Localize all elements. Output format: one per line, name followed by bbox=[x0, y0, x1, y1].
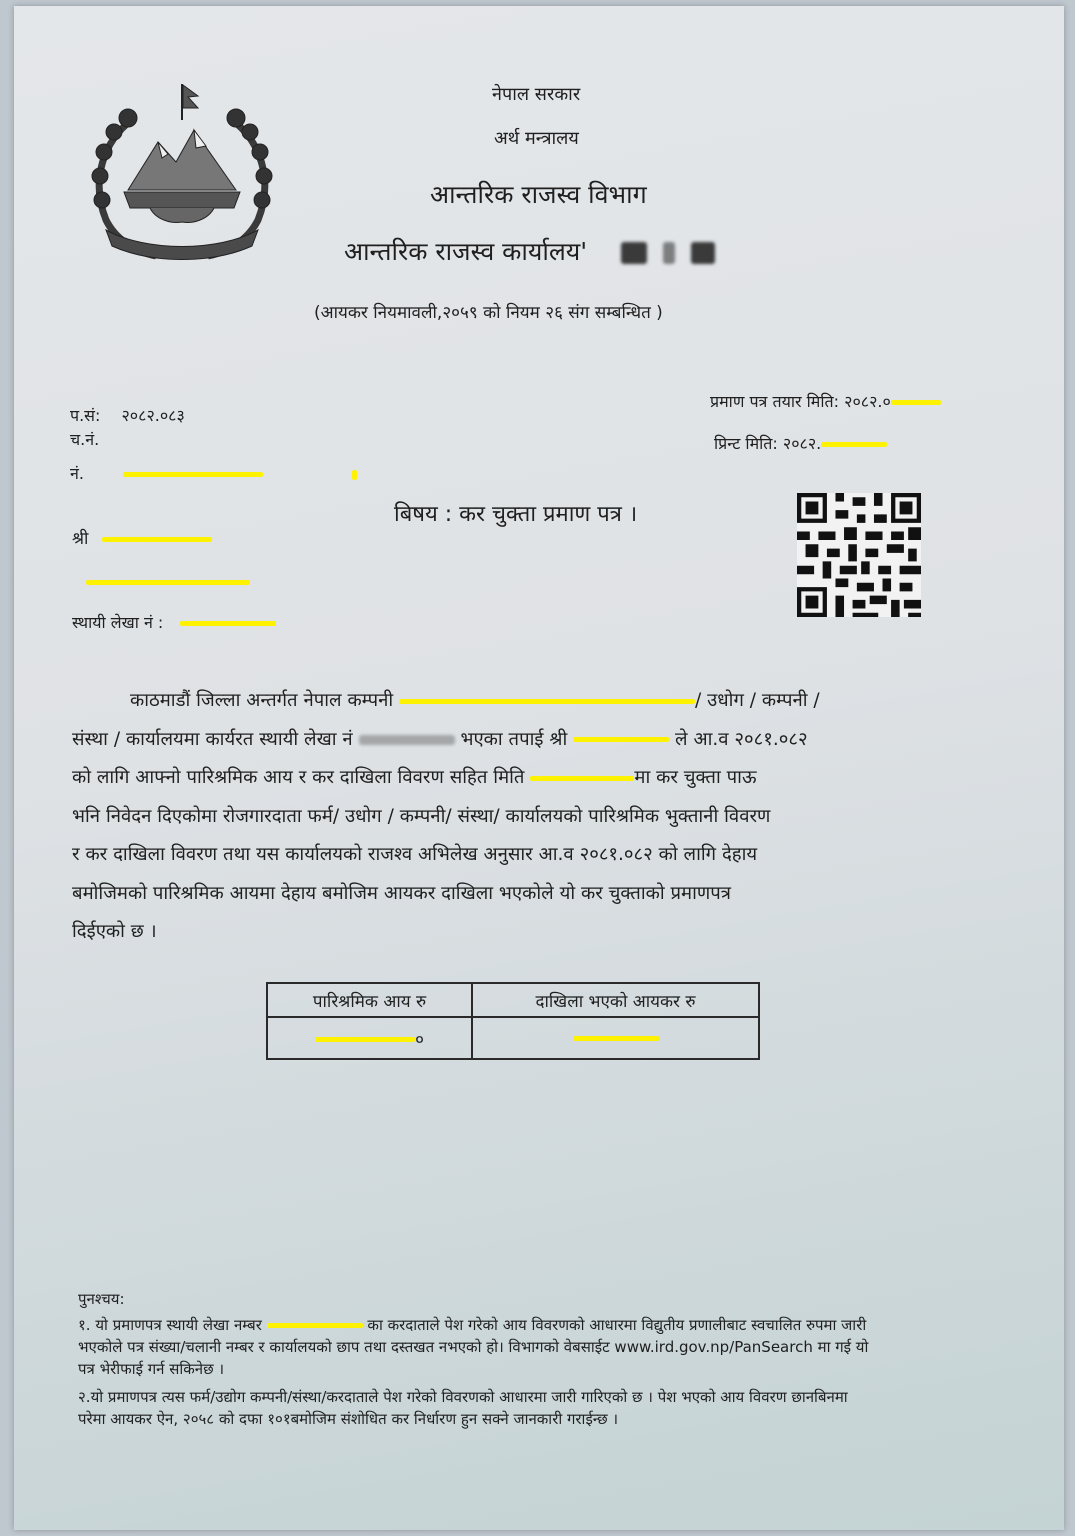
fiscal-year-value: २०८२.०८३ bbox=[121, 406, 185, 425]
recipient-name bbox=[72, 526, 212, 549]
office-title bbox=[344, 234, 715, 268]
redaction-highlight bbox=[821, 442, 887, 447]
recipient-address bbox=[86, 572, 250, 591]
salutation: श्री bbox=[72, 529, 89, 549]
body-line: बमोजिमको पारिश्रमिक आयमा देहाय बमोजिम आयकर दाखिला भएकोले यो कर चुक्ताको प्रमाणपत्र bbox=[72, 882, 732, 904]
footer-note-1: १. यो प्रमाणपत्र स्थायी लेखा नम्बर का करदाताले पेश गरेको आय विवरणको आधारमा विद्युतीय प्रणालीबाट स्वचालित रुपमा जारी bbox=[78, 1316, 867, 1334]
tax-cell bbox=[472, 1017, 759, 1059]
body-line: को लागि आफ्नो पारिश्रमिक आय र कर दाखिला विवरण सहित मिति मा कर चुक्ता पाऊ bbox=[72, 767, 757, 788]
print-date-label: प्रिन्ट मिति: bbox=[714, 434, 778, 453]
subject-line: बिषय : कर चुक्ता प्रमाण पत्र । bbox=[394, 502, 638, 527]
fiscal-year-label: प.सं: bbox=[70, 406, 101, 425]
qr-code-icon bbox=[794, 493, 924, 617]
issued-date bbox=[710, 390, 941, 412]
footer-note-2-line-2: परेमा आयकर ऐन, २०५८ को दफा १०१बमोजिम संशोधित कर निर्धारण हुन सक्ने जानकारी गराईन्छ । bbox=[78, 1410, 619, 1428]
redaction-highlight bbox=[102, 537, 212, 542]
footer-title: पुनश्चय: bbox=[78, 1290, 125, 1308]
redaction bbox=[621, 242, 647, 264]
tax-clearance-certificate bbox=[14, 6, 1064, 1530]
redaction-highlight bbox=[267, 1323, 363, 1328]
department-title: आन्तरिक राजस्व विभाग bbox=[430, 180, 647, 209]
ministry-title: अर्थ मन्त्रालय bbox=[494, 128, 579, 149]
redaction bbox=[663, 242, 675, 264]
redaction-highlight bbox=[180, 621, 276, 626]
table-header-tax: दाखिला भएको आयकर रु bbox=[472, 983, 759, 1017]
rule-reference: (आयकर नियमावली,२०५९ को नियम २६ संग सम्बन्धित ) bbox=[314, 303, 663, 323]
body-line: र कर दाखिला विवरण तथा यस कार्यालयको राजश्व अभिलेख अनुसार आ.व २०८१.०८२ को लागि देहाय bbox=[72, 844, 758, 865]
redaction-highlight bbox=[530, 776, 634, 781]
redaction-highlight bbox=[399, 699, 695, 704]
table-header-income: पारिश्रमिक आय रु bbox=[267, 983, 472, 1017]
office-name: आन्तरिक राजस्व कार्यालय' bbox=[344, 237, 588, 266]
footer-note-2: २.यो प्रमाणपत्र त्यस फर्म/उद्योग कम्पनी/संस्था/करदाताले पेश गरेको विवरणको आधारमा जारी गारिएको छ । पेश भएको आय विवरण छानबिनमा bbox=[78, 1388, 848, 1406]
table-row bbox=[267, 1017, 759, 1059]
issued-date-label: प्रमाण पत्र तयार मिति: bbox=[710, 392, 840, 411]
recipient-pan bbox=[72, 611, 276, 633]
body-line: संस्था / कार्यालयमा कार्यरत स्थायी लेखा नं भएका तपाई श्री ले आ.व २०८१.०८२ bbox=[72, 728, 808, 750]
redaction-highlight bbox=[573, 737, 669, 742]
footer-note-1-line-2: भएकोले पत्र संख्या/चलानी नम्बर र कार्यालयको छाप तथा दस्तखत नभएको हो। विभागको वेबसाईट www.ird.gov.np/PanSearch मा गई यो bbox=[78, 1338, 869, 1356]
issued-date-value: २०८२.० bbox=[844, 392, 891, 411]
footer-note-1-line-3: पत्र भेरीफाई गर्न सकिनेछ । bbox=[78, 1360, 225, 1378]
redaction bbox=[359, 735, 455, 745]
body-line: भनि निवेदन दिएकोमा रोजगारदाता फर्म/ उधोग / कम्पनी/ संस्था/ कार्यालयको पारिश्रमिक भुक्तानी विवरण bbox=[72, 805, 771, 827]
pan-label: स्थायी लेखा नं : bbox=[72, 613, 164, 632]
nepal-government-emblem-icon bbox=[76, 80, 288, 262]
fiscal-year bbox=[70, 404, 185, 426]
income-cell: ० bbox=[267, 1017, 472, 1059]
print-date-value: २०८२. bbox=[782, 434, 822, 453]
body-line: काठमाडौं जिल्ला अन्तर्गत नेपाल कम्पनी / उधोग / कम्पनी / bbox=[130, 690, 820, 711]
redaction bbox=[691, 242, 715, 264]
redaction-highlight bbox=[891, 400, 941, 405]
redaction-highlight bbox=[86, 580, 250, 585]
reference-number bbox=[70, 462, 357, 484]
redaction-highlight bbox=[352, 470, 357, 480]
number-label: नं. bbox=[70, 464, 84, 483]
body-line: दिईएको छ । bbox=[72, 921, 157, 942]
print-date bbox=[714, 432, 887, 454]
redaction-highlight bbox=[123, 472, 263, 477]
income-tax-table bbox=[266, 982, 760, 1060]
certificate-body bbox=[72, 682, 992, 952]
footer-notes bbox=[78, 1288, 1008, 1430]
government-title: नेपाल सरकार bbox=[492, 84, 581, 105]
dispatch-number-label: च.नं. bbox=[70, 430, 100, 449]
